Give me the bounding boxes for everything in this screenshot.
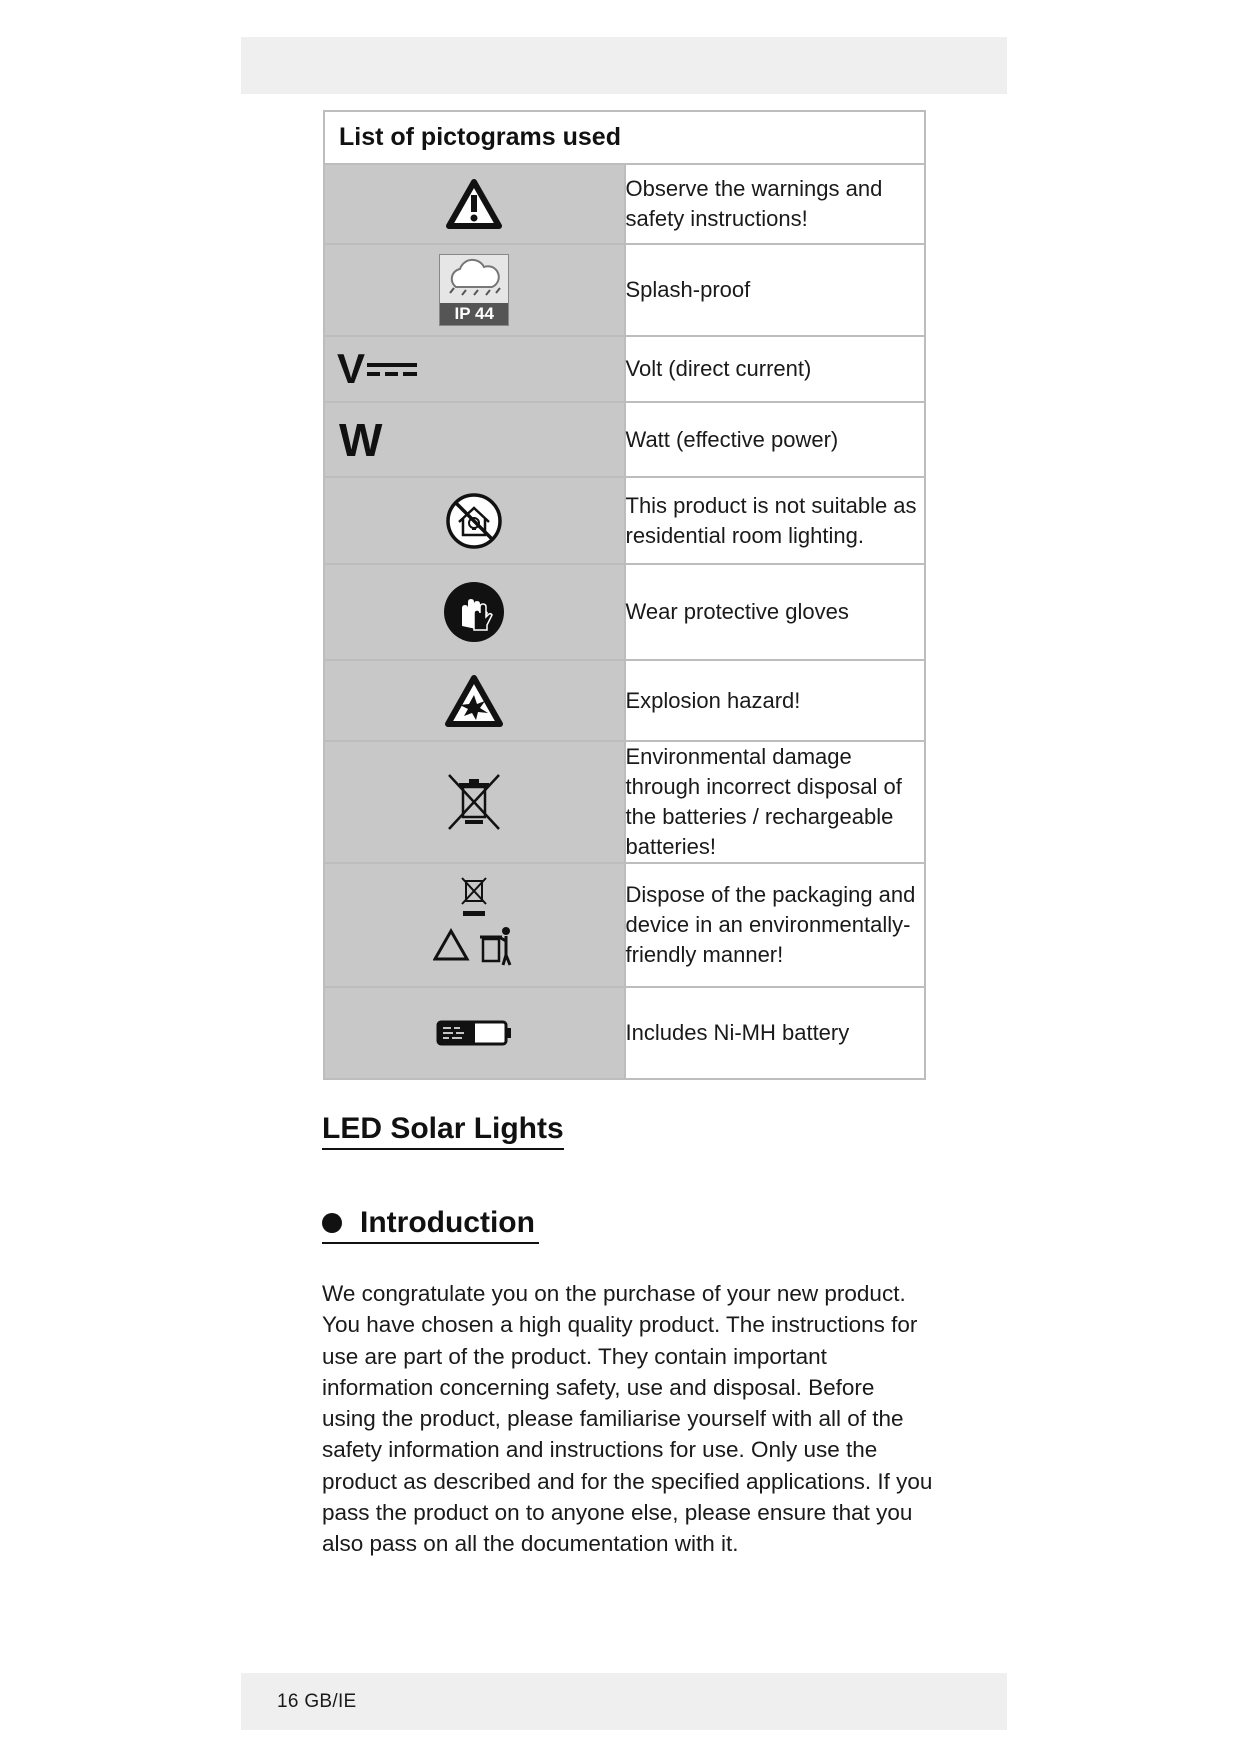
table-row — [324, 660, 925, 741]
row-text: Environmental damage through incorrect disposal of the batteries / rechargeable batteries! — [625, 741, 926, 863]
warning-triangle-icon — [446, 179, 502, 229]
watt-icon: W — [339, 413, 383, 466]
table-row — [324, 741, 925, 863]
table-title: List of pictograms used — [324, 111, 925, 164]
introduction-heading — [322, 1206, 539, 1244]
row-text: Wear protective gloves — [625, 564, 926, 660]
bullet-icon — [322, 1213, 342, 1233]
table-row — [324, 244, 925, 336]
row-text: Watt (effective power) — [625, 402, 926, 477]
crossed-bin-icon — [445, 771, 503, 833]
row-text: This product is not suitable as residential room lighting. — [625, 477, 926, 564]
table-row — [324, 477, 925, 564]
row-text: Volt (direct current) — [625, 336, 926, 402]
introduction-body: We congratulate you on the purchase of your new product. You have chosen a high quality product. The instructions for use are part of the product. They contain important information concerning safety, use and disposal. Before using the product, please familiarise yourself with all of the safety information and instructions for use. Only use the product as described and for the specified applications. If you pass the product on to anyone else, please ensure that you also pass on all the documentation with it. — [322, 1281, 933, 1557]
no-residential-lighting-icon — [445, 492, 503, 550]
row-text: Observe the warnings and safety instructions! — [625, 164, 926, 244]
section-title: LED Solar Lights — [322, 1112, 564, 1150]
battery-icon — [436, 1019, 512, 1047]
introduction-heading-text: Introduction — [360, 1206, 535, 1239]
row-text: Splash-proof — [625, 244, 926, 336]
header-band — [241, 37, 1007, 94]
table-row — [324, 164, 925, 244]
recycling-disposal-icon — [433, 875, 515, 975]
volt-dc-icon — [337, 345, 624, 392]
table-row — [324, 564, 925, 660]
row-text: Includes Ni-MH battery — [625, 987, 926, 1079]
ip44-label: IP 44 — [440, 303, 508, 325]
row-text: Dispose of the packaging and device in an environmentally-friendly manner! — [625, 863, 926, 987]
table-row — [324, 987, 925, 1079]
table-row — [324, 402, 925, 477]
ip44-splash-icon — [439, 254, 509, 326]
pictogram-table — [323, 110, 926, 1080]
row-text: Explosion hazard! — [625, 660, 926, 741]
explosion-hazard-icon — [445, 675, 503, 727]
footer-band — [241, 1673, 1007, 1730]
volt-symbol: V — [337, 345, 366, 392]
protective-gloves-icon — [442, 580, 506, 644]
table-row — [324, 336, 925, 402]
page-number: 16 GB/IE — [277, 1691, 357, 1712]
table-row — [324, 863, 925, 987]
